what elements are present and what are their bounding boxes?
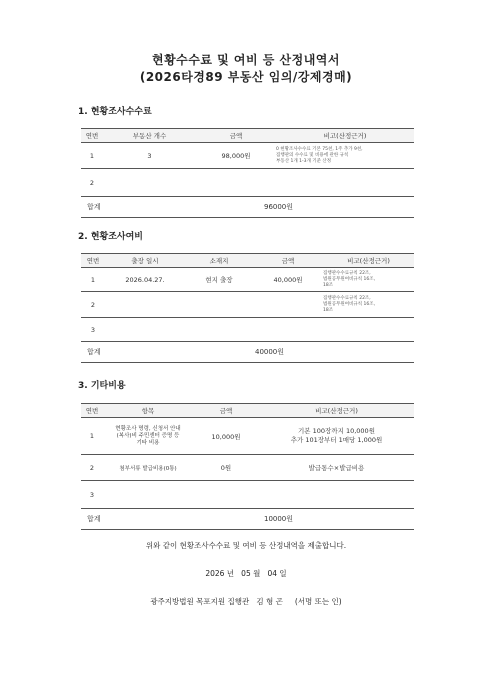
table-row xyxy=(81,169,414,197)
document-title: 현황수수료 및 여비 등 산정내역서 xyxy=(151,53,340,67)
section3-heading: 3. 기타비용 xyxy=(78,381,126,391)
table-total-row xyxy=(81,197,414,218)
total-label: 합계 xyxy=(81,197,103,218)
s2-header-date: 출장 일시 xyxy=(105,254,185,268)
row-note: 0 현황조사수수료 기본 75천, 1주 추가 9천, 집행관의 수수료 및 비용에 관한 규칙 부동산 1개 1-3개 기준 산정 xyxy=(276,143,414,169)
row-amount xyxy=(253,292,323,318)
row-amount: 40,000원 xyxy=(253,268,323,292)
section2-heading: 2. 현황조사여비 xyxy=(78,232,143,242)
s3-header-item: 항목 xyxy=(103,404,193,418)
statement-text: 위와 같이 현황조사수수료 및 여비 등 산정내역을 제출합니다. xyxy=(145,541,347,550)
section1-table xyxy=(81,128,414,218)
row-item xyxy=(103,481,193,509)
table-row xyxy=(81,481,414,509)
total-value: 40000원 xyxy=(105,342,414,363)
row-amount: 10,000원 xyxy=(193,418,259,455)
row-place xyxy=(185,292,253,318)
row-note: 집행관수수료규칙 22조, 법원공무원여비규칙 16조, 18조 xyxy=(323,292,414,318)
row-note xyxy=(323,318,414,342)
row-amount: 98,000원 xyxy=(196,143,276,169)
section3-table xyxy=(81,403,414,530)
signature-line: 광주지방법원 목포지원 집행관 김 형 곤 (서명 또는 인) xyxy=(150,597,342,606)
total-value: 96000원 xyxy=(103,197,414,218)
table-row xyxy=(81,418,414,455)
row-count: 3 xyxy=(103,143,196,169)
date-line: 2026 년 05 월 04 일 xyxy=(205,569,287,578)
row-note: 집행관수수료규칙 22조, 법원공무원여비규칙 16조, 18조 xyxy=(323,268,414,292)
row-item: 첨부서류 발급비용(0통) xyxy=(103,455,193,481)
table-row xyxy=(81,455,414,481)
row-item: 현황조사 명령, 신청서 안내 (복사)비 주민센터 증명 등 기타 비용 xyxy=(103,418,193,455)
row-date xyxy=(105,292,185,318)
s2-header-no: 연번 xyxy=(81,254,105,268)
s1-header-note: 비고(산정근거) xyxy=(276,129,414,143)
row-no: 2 xyxy=(81,455,103,481)
table-total-row xyxy=(81,342,414,363)
table-row xyxy=(81,268,414,292)
total-label: 합계 xyxy=(81,342,105,363)
row-note: 발급통수×발급비용 xyxy=(259,455,414,481)
row-note: 기본 100장까지 10,000원 추가 101장부터 1매당 1,000원 xyxy=(259,418,414,455)
row-place: 현지 출장 xyxy=(185,268,253,292)
s3-header-amount: 금액 xyxy=(193,404,259,418)
document-subtitle: (2026타경89 부동산 임의/강제경매) xyxy=(139,70,353,84)
table-row xyxy=(81,143,414,169)
row-count xyxy=(103,169,196,197)
row-no: 2 xyxy=(81,292,105,318)
row-place xyxy=(185,318,253,342)
row-date xyxy=(105,318,185,342)
table-total-row xyxy=(81,509,414,530)
row-note xyxy=(276,169,414,197)
row-no: 2 xyxy=(81,169,103,197)
s2-header-amount: 금액 xyxy=(253,254,323,268)
s3-header-note: 비고(산정근거) xyxy=(259,404,414,418)
s1-header-amount: 금액 xyxy=(196,129,276,143)
row-no: 3 xyxy=(81,481,103,509)
s1-header-count: 부동산 개수 xyxy=(103,129,196,143)
s2-header-note: 비고(산정근거) xyxy=(323,254,414,268)
total-value: 10000원 xyxy=(103,509,414,530)
row-date: 2026.04.27. xyxy=(105,268,185,292)
table-row xyxy=(81,292,414,318)
row-note xyxy=(259,481,414,509)
row-amount xyxy=(196,169,276,197)
row-no: 1 xyxy=(81,418,103,455)
s2-header-place: 소재지 xyxy=(185,254,253,268)
section1-heading: 1. 현황조사수수료 xyxy=(78,107,152,117)
table-row xyxy=(81,318,414,342)
row-amount xyxy=(193,481,259,509)
row-no: 1 xyxy=(81,143,103,169)
s1-header-no: 연번 xyxy=(81,129,103,143)
row-amount xyxy=(253,318,323,342)
row-no: 3 xyxy=(81,318,105,342)
s3-header-no: 연번 xyxy=(81,404,103,418)
row-no: 1 xyxy=(81,268,105,292)
section2-table xyxy=(81,253,414,363)
total-label: 합계 xyxy=(81,509,103,530)
row-amount: 0원 xyxy=(193,455,259,481)
